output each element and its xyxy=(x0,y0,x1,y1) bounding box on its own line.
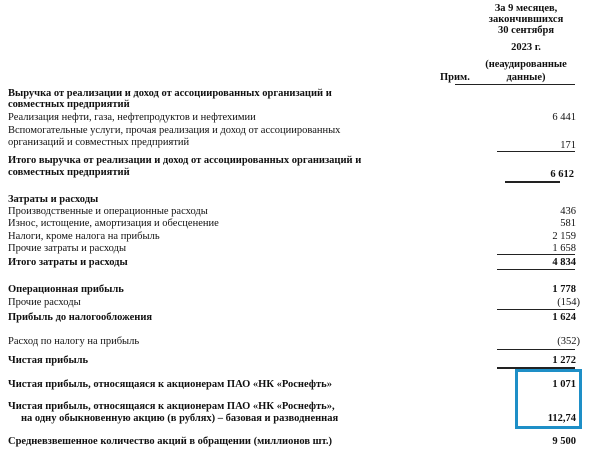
row-label: совместных предприятий xyxy=(8,167,130,178)
row-value: 1 658 xyxy=(552,243,576,254)
header-underline xyxy=(455,84,575,85)
period-header-line: данные) xyxy=(506,72,546,83)
row-label: Средневзвешенное количество акций в обращении (миллионов шт.) xyxy=(8,436,333,447)
row-label: Затраты и расходы xyxy=(8,194,99,205)
row-value: 581 xyxy=(560,218,576,229)
row-label: Производственные и операционные расходы xyxy=(8,206,208,217)
total-double-rule xyxy=(505,181,560,183)
row-value: 171 xyxy=(560,140,576,151)
subtotal-rule xyxy=(497,254,575,255)
row-label: Чистая прибыль xyxy=(8,355,89,366)
row-label: Прочие расходы xyxy=(8,297,81,308)
row-label: Чистая прибыль, относящаяся к акционерам ПАО «НК «Роснефть», xyxy=(8,401,335,412)
row-value: 9 500 xyxy=(552,436,576,447)
period-header-line: закончившихся xyxy=(488,14,564,25)
subtotal-rule xyxy=(497,269,575,270)
row-value: 6 612 xyxy=(550,169,574,180)
row-value: 4 834 xyxy=(552,257,576,268)
row-label: Вспомогательные услуги, прочая реализация и доход от ассоциированных xyxy=(8,125,341,136)
row-value: 436 xyxy=(560,206,576,217)
row-value: 1 778 xyxy=(552,284,576,295)
notes-column-header: Прим. xyxy=(440,72,470,83)
row-label: совместных предприятий xyxy=(8,99,130,110)
row-label: Прочие затраты и расходы xyxy=(8,243,127,254)
row-value: 1 624 xyxy=(552,312,576,323)
row-label: Реализация нефти, газа, нефтепродуктов и нефтехимии xyxy=(8,112,256,123)
period-header-line: (неаудированные xyxy=(485,59,567,70)
highlight-box xyxy=(515,369,582,429)
subtotal-rule xyxy=(497,151,575,152)
row-value: 1 272 xyxy=(552,355,576,366)
period-header-line: 2023 г. xyxy=(511,42,541,53)
row-label: Операционная прибыль xyxy=(8,284,124,295)
row-label: Чистая прибыль, относящаяся к акционерам ПАО «НК «Роснефть» xyxy=(8,379,332,390)
row-label: организаций и совместных предприятий xyxy=(8,137,190,148)
row-label: Налоги, кроме налога на прибыль xyxy=(8,231,160,242)
row-value: 2 159 xyxy=(552,231,576,242)
row-value: (352) xyxy=(557,336,580,347)
row-label: Итого затраты и расходы xyxy=(8,257,128,268)
row-value: 6 441 xyxy=(552,112,576,123)
row-value: 1 071 xyxy=(552,379,576,390)
row-value: (154) xyxy=(557,297,580,308)
subtotal-rule xyxy=(497,349,575,350)
row-label: на одну обыкновенную акцию (в рублях) – базовая и разводненная xyxy=(21,413,339,424)
row-value: 112,74 xyxy=(547,413,576,424)
row-label: Расход по налогу на прибыль xyxy=(8,336,140,347)
subtotal-rule xyxy=(497,309,575,310)
row-label: Прибыль до налогообложения xyxy=(8,312,153,323)
period-header-line: 30 сентября xyxy=(497,25,555,36)
row-label: Итого выручка от реализации и доход от ассоциированных организаций и xyxy=(8,155,362,166)
row-label: Выручка от реализации и доход от ассоциированных организаций и xyxy=(8,88,332,99)
period-header-line: За 9 месяцев, xyxy=(494,3,558,14)
row-label: Износ, истощение, амортизация и обесценение xyxy=(8,218,219,229)
